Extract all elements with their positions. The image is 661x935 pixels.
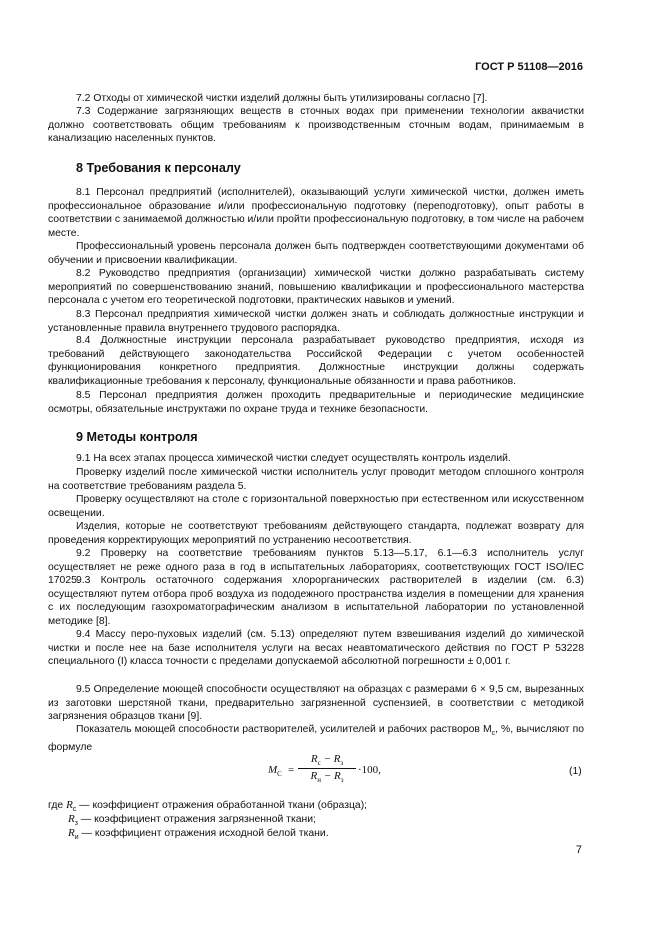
paragraph-9-1-d: Изделия, которые не соответствуют требованиям действующего стандарта, подлежат возврату для проведения корректирующих мероприятий по устранению несоответствия.: [48, 521, 584, 546]
paragraph-9-4: 9.4 Массу перо-пуховых изделий (см. 5.13) определяют путем взвешивания изделий до химической чистки и после нее на базе исполнителя услуги на весах неавтоматического действия по ГОСТ Р 53228 специального (I) класса точности с пределами допускаемой абсолютной погрешности ± 0,001 г.: [48, 629, 584, 668]
paragraph-9-5: 9.5 Определение моющей способности осуществляют на образцах с размерами 6 × 9,5 см, вырезанных из заготовки шерстяной ткани, предварительно загрязненной суспензией, в соответствии с методикой загрязнения образцов ткани [9].: [48, 684, 584, 723]
formula-denominator: $R_и - R_з$: [310, 770, 344, 785]
formula-fraction: [298, 753, 356, 784]
paragraph-8-4: 8.4 Должностные инструкции персонала разрабатывает руководство предприятия, исходя из требований действующего законодательства Российской Федерации с учетом особенностей функционирования конкретного предприятия. Должностные инструкции должны содержать квалификационные требования к персоналу, функциональные обязанности и права работников.: [48, 335, 584, 387]
where-item-ri: $R_и$ — коэффициент отражения исходной белой ткани.: [68, 827, 329, 842]
paragraph-7-2: 7.2 Отходы от химической чистки изделий должны быть утилизированы согласно [7].: [76, 93, 488, 104]
paragraph-9-1-b: Проверку изделий после химической чистки исполнитель услуг проводит методом сплошного контроля на соответствие требованиям раздела 5.: [48, 467, 584, 492]
paragraph-7-3: 7.3 Содержание загрязняющих веществ в сточных водах при применении технологии аквачистки должно соответствовать общим требованиям к производственным сточным водам, принимаемым в канализацию населенных пунктов.: [48, 106, 584, 145]
where-item-rz: $R_з$ — коэффициент отражения загрязненной ткани;: [68, 813, 316, 828]
page-number: 7: [575, 844, 582, 856]
standard-header: ГОСТ Р 51108—2016: [475, 61, 583, 73]
paragraph-9-1-c: Проверку осуществляют на столе с горизонтальной поверхностью при естественном или искусственном освещении.: [48, 494, 584, 519]
section-9-title: 9 Методы контроля: [76, 430, 198, 444]
formula-1: [268, 751, 438, 791]
paragraph-8-5: 8.5 Персонал предприятия должен проходить предварительные и периодические медицинские осмотры, обязательные инструктажи по охране труда и технике безопасности.: [48, 390, 584, 415]
paragraph-8-2: 8.2 Руководство предприятия (организации) химической чистки должно разрабатывать систему мероприятий по совершенствованию знаний, повышению квалификации и профессионального мастерства персонала с учетом его теоретической подготовки, практических навыков и умений.: [48, 268, 584, 307]
paragraph-9-5-b: Показатель моющей способности растворителей, усилителей и рабочих растворов $M_c$, %, вычисляют по формуле: [48, 724, 584, 753]
equation-number: (1): [569, 766, 582, 777]
paragraph-9-1: 9.1 На всех этапах процесса химической чистки следует осуществлять контроль изделий.: [76, 453, 511, 464]
paragraph-8-3: 8.3 Персонал предприятия химической чистки должен знать и соблюдать должностные инструкции и установленные правила внутреннего трудового распорядка.: [48, 309, 584, 334]
section-8-title: 8 Требования к персоналу: [76, 161, 241, 175]
paragraph-9-2: 9.2 Проверку на соответствие требованиям пунктов 5.13—5.17, 6.1—6.3 исполнитель услуг осуществляет не реже одного раза в год в испытательных лабораториях, соответствующих ГОСТ ISO/IEC 17025.: [48, 548, 584, 587]
formula-tail: ·100,: [358, 764, 381, 776]
paragraph-8-1-b: Профессиональный уровень персонала должен быть подтвержден соответствующими документами об обучении и присвоении квалификации.: [48, 241, 584, 266]
formula-numerator: $R_c - R_з$: [310, 753, 344, 768]
fraction-bar: [298, 768, 356, 769]
formula-equals: =: [288, 764, 295, 776]
where-item-rc: где $R_c$ — коэффициент отражения обработанной ткани (образца);: [48, 799, 368, 814]
paragraph-9-3: 9.3 Контроль остаточного содержания хлорорганических растворителей в изделии (см. 6.3) осуществляют путем отбора проб воздуха из пододежного пространства изделия в помещении для хранения с их последующим газохроматографическим анализом в испытательной лаборатории по установленной методике [8].: [48, 575, 584, 627]
paragraph-8-1: 8.1 Персонал предприятий (исполнителей), оказывающий услуги химической чистки, должен иметь профессиональное образование и/или профессиональную подготовку (переподготовку), опыт работы в соответствии с занимаемой должностью и/или пройти профессиональную подготовку, в том числе на рабочем месте.: [48, 187, 584, 239]
formula-lhs: $M_C$: [268, 764, 282, 779]
